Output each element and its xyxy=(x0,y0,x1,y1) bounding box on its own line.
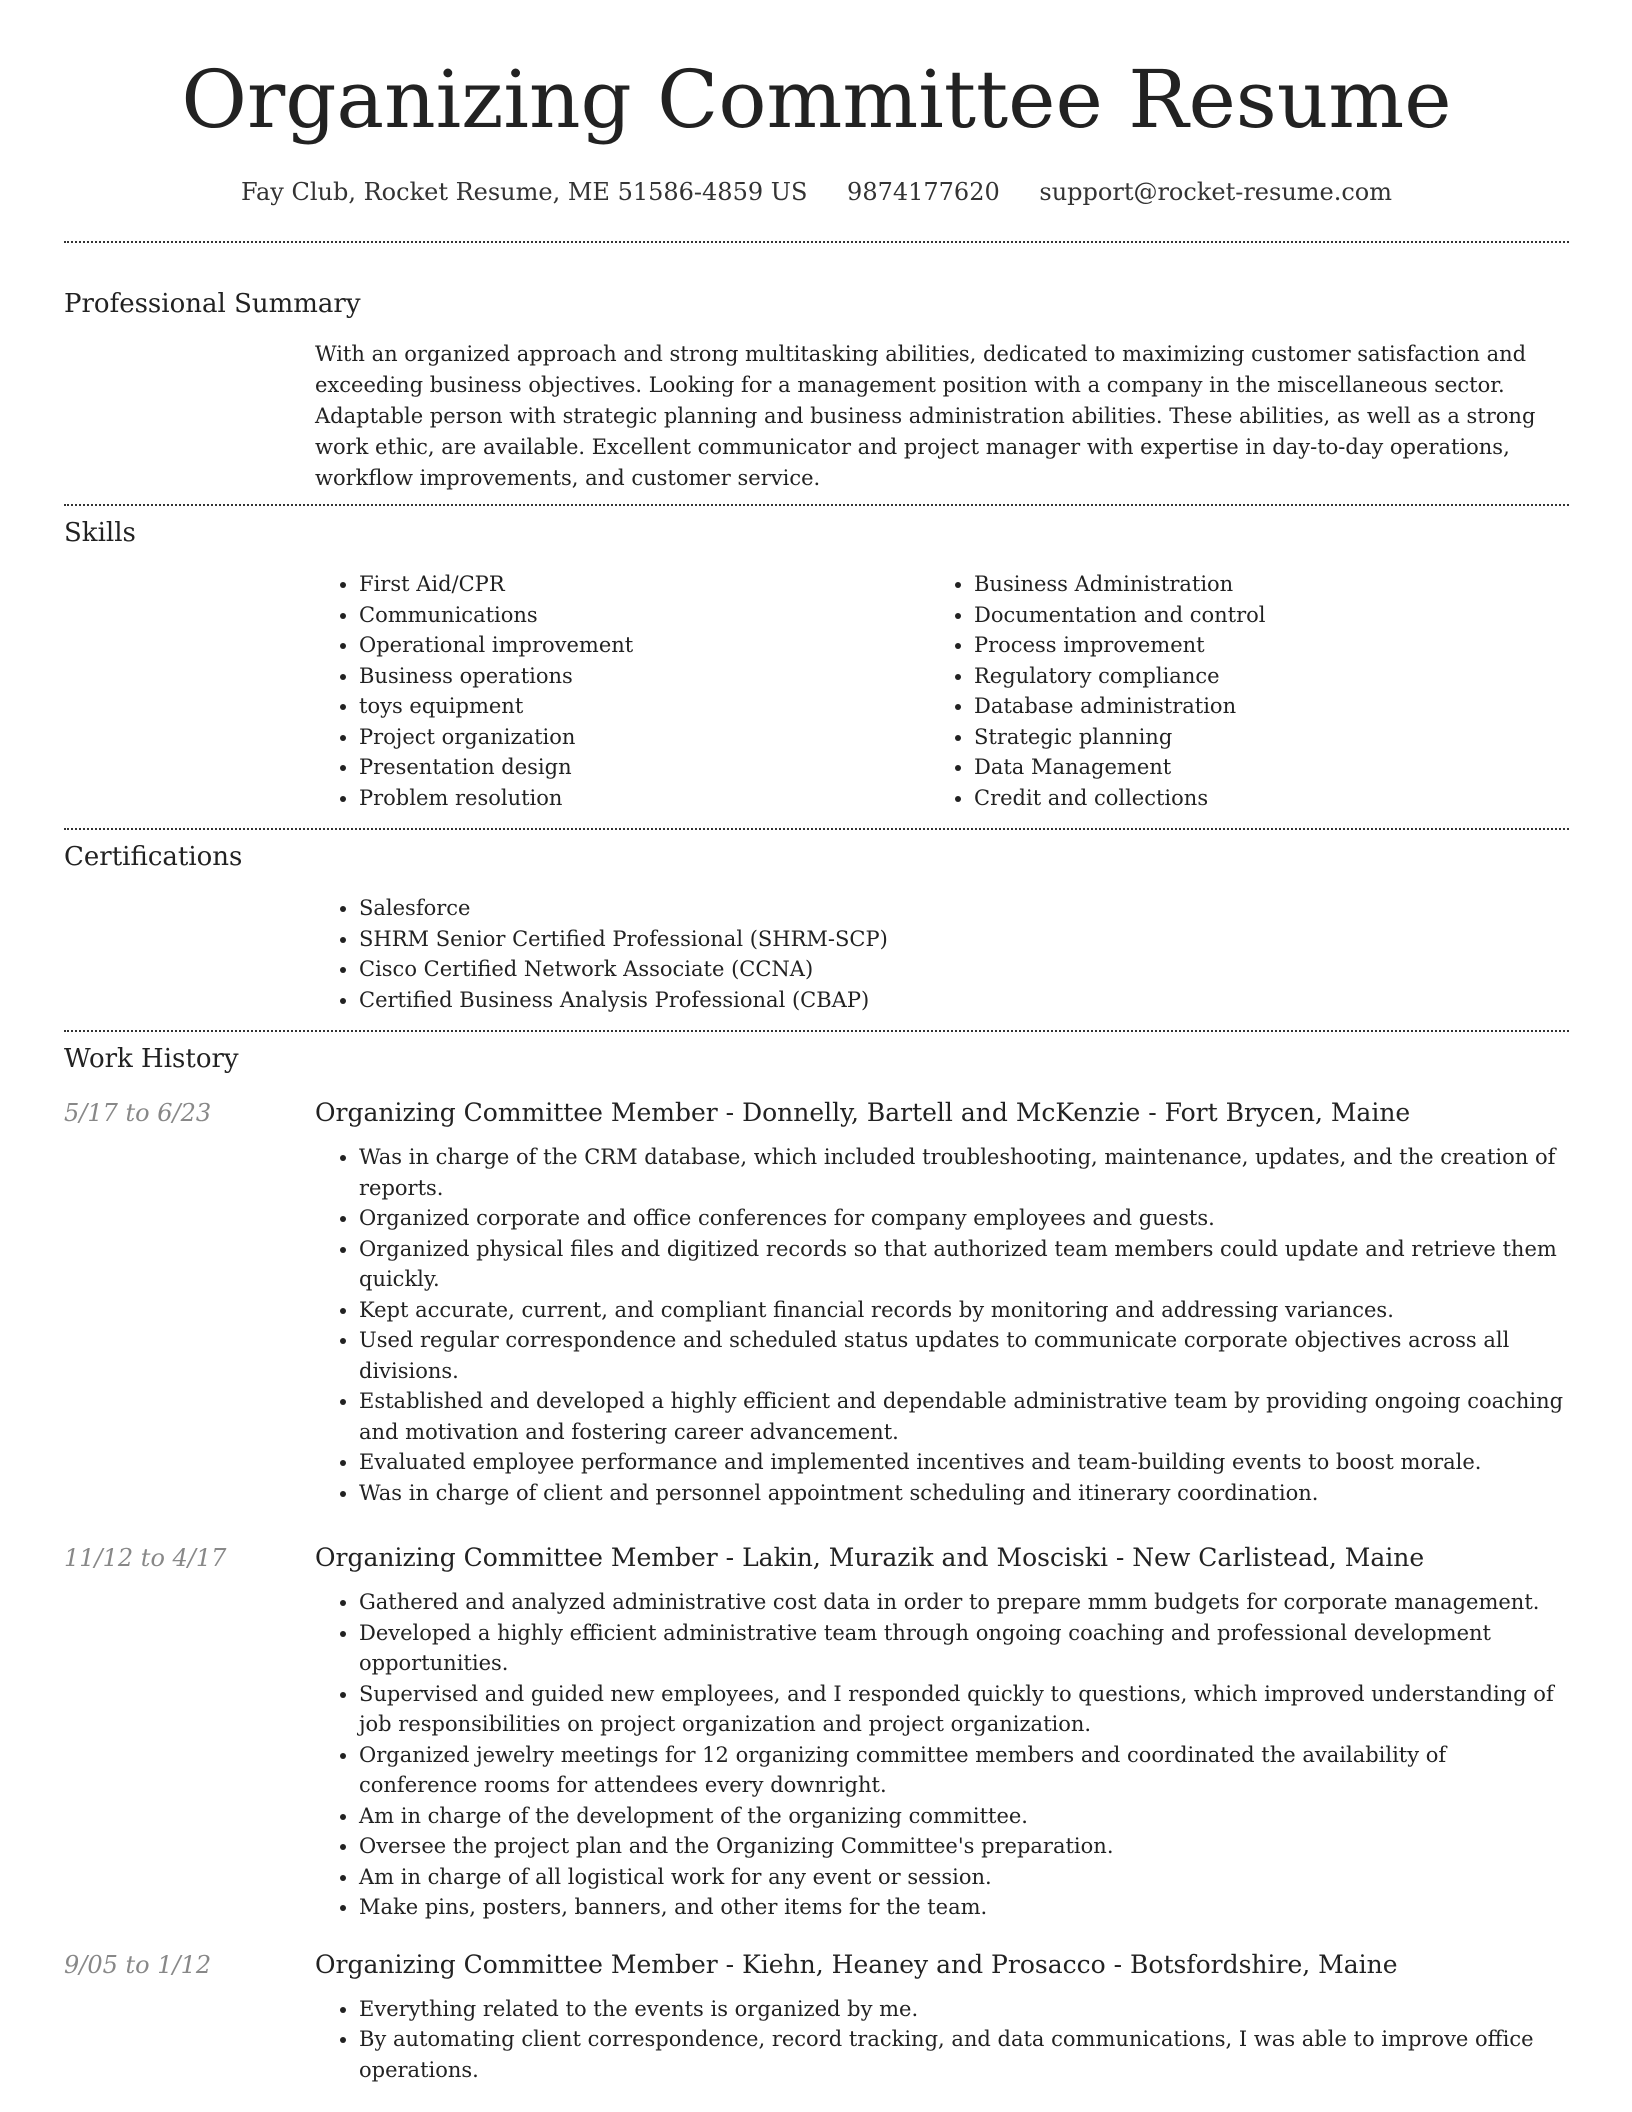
contact-line xyxy=(64,176,1569,208)
work-section xyxy=(64,1042,1569,2085)
skills-heading: Skills xyxy=(64,518,136,548)
skills-column-left xyxy=(315,569,930,813)
job-heading: Organizing Committee Member - Lakin, Murazik and Mosciski - New Carlistead, Maine xyxy=(315,1543,1425,1572)
resume-title: Organizing Committee Resume xyxy=(181,53,1452,146)
skills-list-right xyxy=(930,569,1545,813)
skills-column-right xyxy=(930,569,1545,813)
list-item: • Organized jewelry meetings for 12 organizing committee members and coordinated the availability of conference rooms for attendees every downright. xyxy=(359,1740,1569,1801)
list-item: • Project organization xyxy=(359,722,930,753)
summary-section xyxy=(64,287,1569,494)
job-entry xyxy=(64,1542,1569,1923)
list-item: • Presentation design xyxy=(359,752,930,783)
list-item: • Process improvement xyxy=(974,630,1545,661)
list-item: • Developed a highly efficient administrative team through ongoing coaching and professional development opportunities. xyxy=(359,1618,1569,1679)
certifications-body xyxy=(315,893,1569,1015)
list-item: • SHRM Senior Certified Professional (SHRM-SCP) xyxy=(359,924,1569,955)
job-dates: 9/05 to 1/12 xyxy=(64,1950,212,1979)
list-item: • Am in charge of all logistical work for any event or session. xyxy=(359,1862,1569,1893)
skills-list-left xyxy=(315,569,930,813)
list-item: • Used regular correspondence and scheduled status updates to communicate corporate objectives across all divisions. xyxy=(359,1325,1569,1386)
contact-phone: 9874177620 xyxy=(847,178,1000,206)
list-item: • Was in charge of the CRM database, which included troubleshooting, maintenance, updates, and the creation of reports. xyxy=(359,1142,1569,1203)
job-bullets xyxy=(315,1142,1569,1508)
job-bullets xyxy=(315,1994,1569,2086)
job-bullets xyxy=(315,1587,1569,1923)
list-item: • Am in charge of the development of the organizing committee. xyxy=(359,1801,1569,1832)
job-body xyxy=(315,1587,1569,1923)
job-heading: Organizing Committee Member - Donnelly, Bartell and McKenzie - Fort Brycen, Maine xyxy=(315,1098,1411,1127)
list-item: • Database administration xyxy=(974,691,1545,722)
certifications-section xyxy=(64,840,1569,1015)
list-item: • Make pins, posters, banners, and other items for the team. xyxy=(359,1892,1569,1923)
certifications-heading: Certifications xyxy=(64,842,243,872)
skills-section xyxy=(64,516,1569,813)
list-item: • Cisco Certified Network Associate (CCNA) xyxy=(359,954,1569,985)
job-body xyxy=(315,1142,1569,1508)
list-item: • Regulatory compliance xyxy=(974,661,1545,692)
skills-columns xyxy=(315,569,1569,813)
list-item: • Kept accurate, current, and compliant financial records by monitoring and addressing variances. xyxy=(359,1295,1569,1326)
list-item: • Salesforce xyxy=(359,893,1569,924)
contact-address: Fay Club, Rocket Resume, ME 51586-4859 US xyxy=(240,178,808,206)
skills-divider xyxy=(64,828,1569,830)
job-header xyxy=(64,1097,1569,1129)
list-item: • Certified Business Analysis Professional (CBAP) xyxy=(359,985,1569,1016)
list-item: • Communications xyxy=(359,600,930,631)
summary-divider xyxy=(64,504,1569,506)
list-item: • Data Management xyxy=(974,752,1545,783)
list-item: • Strategic planning xyxy=(974,722,1545,753)
header-divider xyxy=(64,241,1569,243)
job-dates: 5/17 to 6/23 xyxy=(64,1099,212,1127)
list-item: • Was in charge of client and personnel appointment scheduling and itinerary coordination. xyxy=(359,1478,1569,1509)
list-item: • Operational improvement xyxy=(359,630,930,661)
job-header xyxy=(64,1949,1569,1981)
list-item: • Everything related to the events is organized by me. xyxy=(359,1994,1569,2025)
summary-text: With an organized approach and strong multitasking abilities, dedicated to maximizing customer satisfaction and exceeding business objectives. Looking for a management position with a company in the miscellaneous sector. Adaptable person with strategic planning and business administration abilities. These abilities, as well as a strong work ethic, are available. Excellent communicator and project manager with expertise in day-to-day operations, workflow improvements, and customer service. xyxy=(315,342,1536,490)
job-dates: 11/12 to 4/17 xyxy=(64,1544,227,1572)
list-item: • Gathered and analyzed administrative cost data in order to prepare mmm budgets for corporate management. xyxy=(359,1587,1569,1618)
job-list xyxy=(64,1097,1569,2085)
work-heading: Work History xyxy=(64,1044,239,1074)
list-item: • First Aid/CPR xyxy=(359,569,930,600)
resume-page xyxy=(64,0,1569,2085)
list-item: • Established and developed a highly efficient and dependable administrative team by providing ongoing coaching and motivation and fostering career advancement. xyxy=(359,1386,1569,1447)
list-item: • Organized corporate and office conferences for company employees and guests. xyxy=(359,1203,1569,1234)
job-entry xyxy=(64,1949,1569,2086)
job-entry xyxy=(64,1097,1569,1508)
list-item: • Problem resolution xyxy=(359,783,930,814)
list-item: • Documentation and control xyxy=(974,600,1545,631)
job-body xyxy=(315,1994,1569,2086)
list-item: • toys equipment xyxy=(359,691,930,722)
list-item: • Credit and collections xyxy=(974,783,1545,814)
contact-email: support@rocket-resume.com xyxy=(1039,178,1393,206)
list-item: • By automating client correspondence, record tracking, and data communications, I was able to improve office operations. xyxy=(359,2024,1569,2085)
list-item: • Business Administration xyxy=(974,569,1545,600)
list-item: • Organized physical files and digitized records so that authorized team members could update and retrieve them quickly. xyxy=(359,1234,1569,1295)
job-header xyxy=(64,1542,1569,1574)
list-item: • Evaluated employee performance and implemented incentives and team-building events to boost morale. xyxy=(359,1447,1569,1478)
job-heading: Organizing Committee Member - Kiehn, Heaney and Prosacco - Botsfordshire, Maine xyxy=(315,1949,1398,1979)
summary-heading: Professional Summary xyxy=(64,289,361,319)
certifications-divider xyxy=(64,1030,1569,1032)
list-item: • Business operations xyxy=(359,661,930,692)
certifications-list xyxy=(315,893,1569,1015)
list-item: • Supervised and guided new employees, and I responded quickly to questions, which improved understanding of job responsibilities on project organization and project organization. xyxy=(359,1679,1569,1740)
list-item: • Oversee the project plan and the Organizing Committee's preparation. xyxy=(359,1831,1569,1862)
